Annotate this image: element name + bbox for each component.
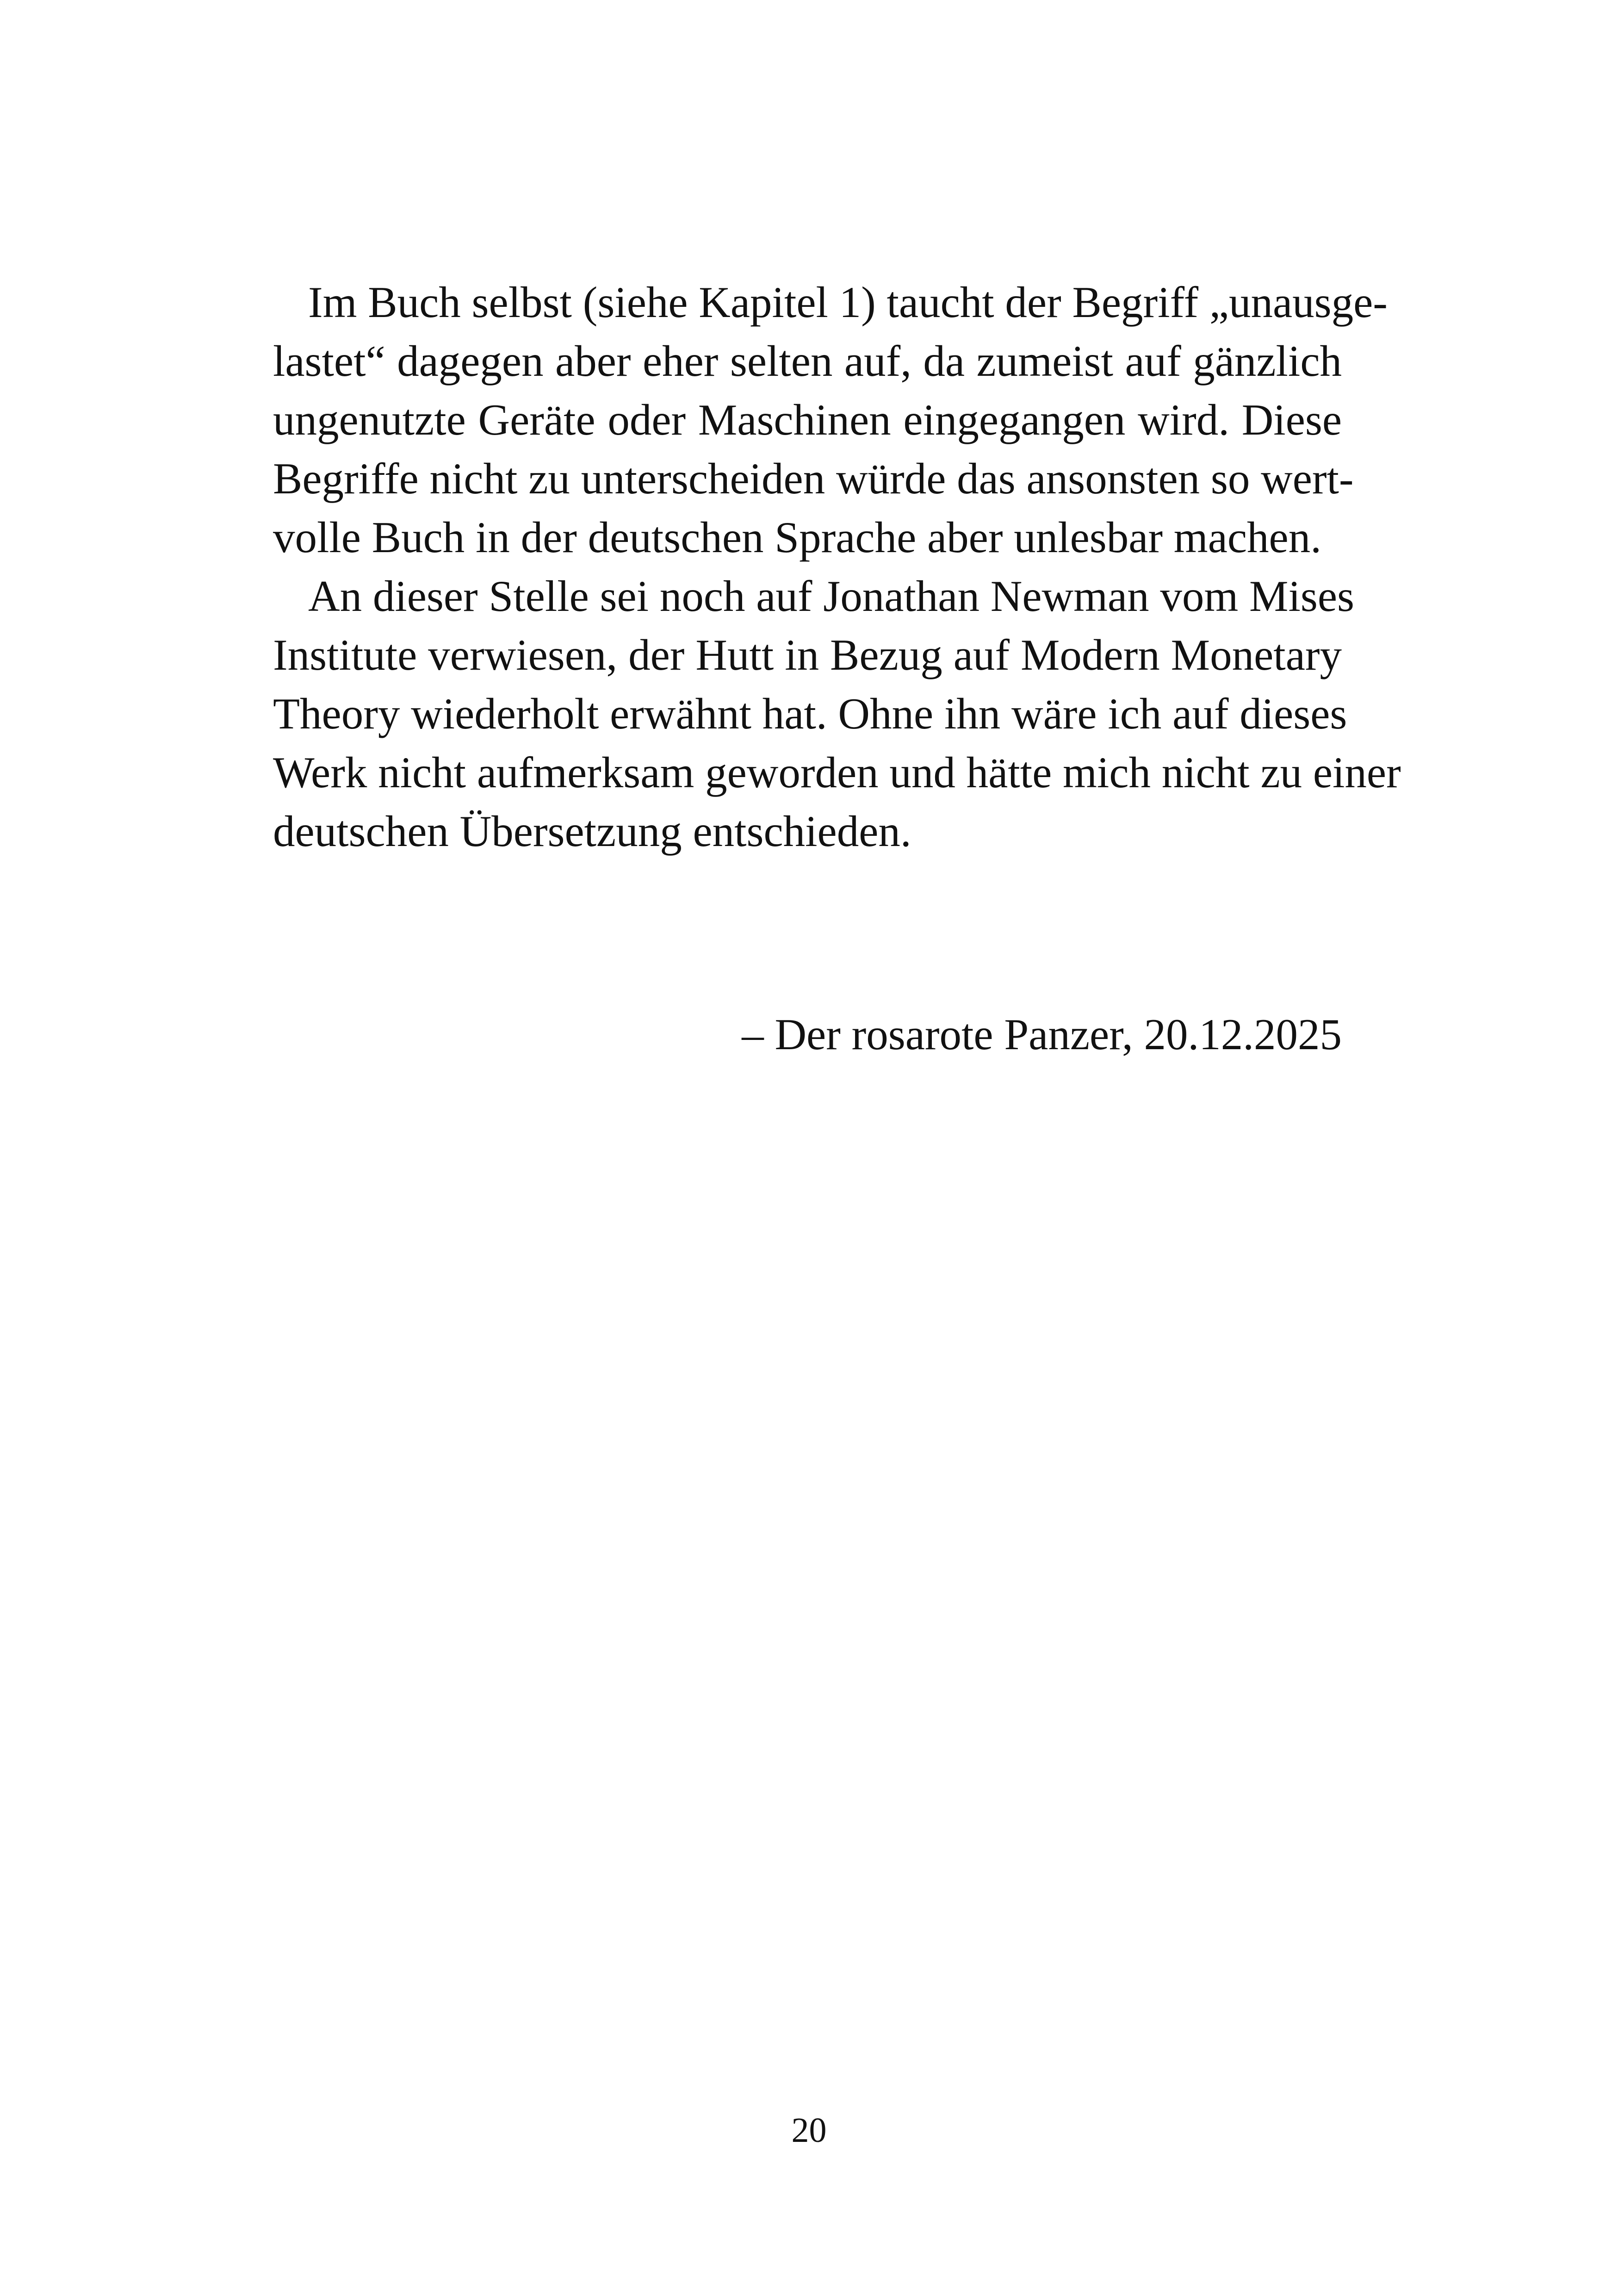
paragraph-line: Institute verwiesen, der Hutt in Bezug auf Modern Monetary: [273, 630, 1342, 679]
paragraph-line: ungenutzte Geräte oder Maschinen eingegangen wird. Diese: [273, 395, 1342, 444]
page-number: 20: [791, 2111, 827, 2150]
paragraph-line: Begriffe nicht zu unterscheiden würde das ansonsten so wert-: [273, 454, 1354, 503]
paragraph-line: volle Buch in der deutschen Sprache aber unlesbar machen.: [273, 513, 1321, 562]
paragraph-line: Im Buch selbst (siehe Kapitel 1) taucht der Begriff „unausge-: [308, 278, 1388, 327]
paragraph-line: deutschen Übersetzung entschieden.: [273, 807, 911, 856]
paragraph-line: Werk nicht aufmerksam geworden und hätte mich nicht zu einer: [273, 748, 1401, 797]
paragraph-line: An dieser Stelle sei noch auf Jonathan Newman vom Mises: [308, 572, 1355, 621]
signature-line: – Der rosarote Panzer, 20.12.2025: [742, 1010, 1342, 1059]
paragraph-line: Theory wiederholt erwähnt hat. Ohne ihn wäre ich auf dieses: [273, 689, 1347, 738]
paragraph-line: lastet“ dagegen aber eher selten auf, da zumeist auf gänzlich: [273, 336, 1342, 386]
